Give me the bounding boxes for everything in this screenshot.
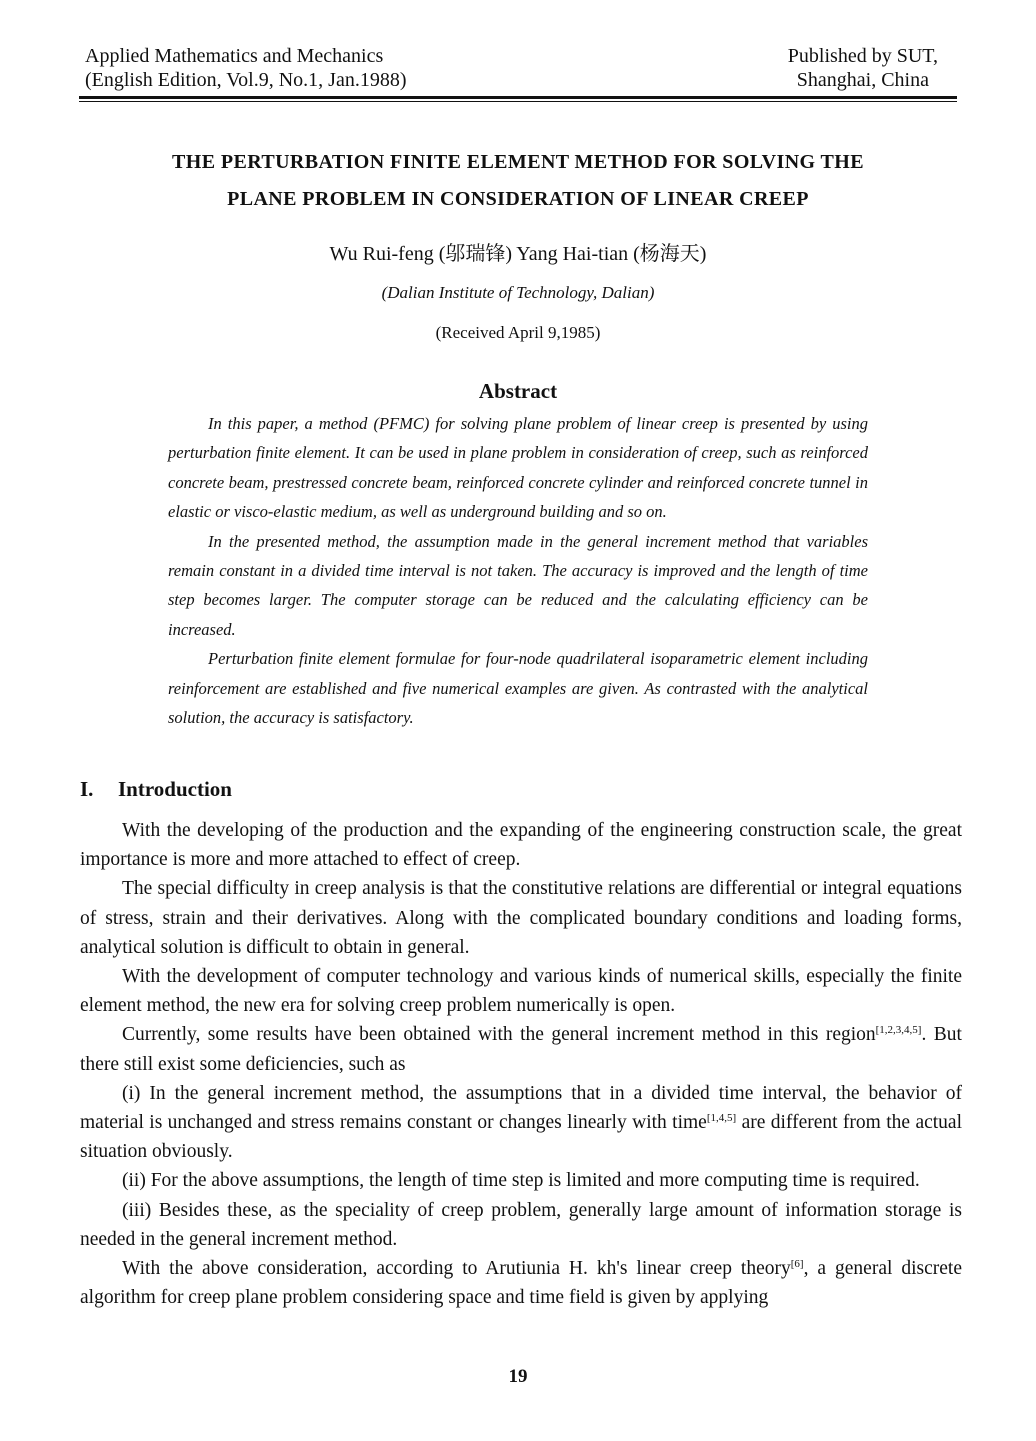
citation: [1,4,5] [706, 1112, 737, 1125]
body-text-run: (i) In the general increment method, the assumptions that in a divided time interval, the behavior of material is unchanged and stress remains constant or changes linearly with time [80, 1082, 962, 1134]
publisher-location: Shanghai, China [796, 69, 929, 91]
body-paragraph [80, 1020, 962, 1078]
section-title: Introduction [118, 777, 232, 801]
title-line-1: THE PERTURBATION FINITE ELEMENT METHOD FOR SOLVING THE [172, 151, 864, 173]
abstract-paragraph: In the presented method, the assumption made in the general increment method that variables remain constant in a divided time interval is not taken. The accuracy is improved and the length of time step becomes larger. The computer storage can be reduced and the calculating efficiency can be increased. [168, 531, 868, 639]
body-paragraph: (ii) For the above assumptions, the length of time step is limited and more computing time is required. [122, 1170, 920, 1192]
received-date: (Received April 9,1985) [435, 323, 601, 342]
header-rule-thin [79, 101, 957, 102]
abstract-body [168, 409, 868, 732]
section-number: I. [80, 777, 94, 801]
authors: Wu Rui-feng (邬瑞锋) Yang Hai-tian (杨海天) [329, 243, 707, 265]
publisher-name: Published by SUT, [787, 45, 938, 67]
header-rule-thick [79, 96, 957, 99]
body-text [80, 816, 962, 1312]
body-text-run: With the above consideration, according to Arutiunia H. kh's linear creep theory [122, 1258, 791, 1280]
abstract-paragraph: In this paper, a method (PFMC) for solving plane problem of linear creep is presented by using perturbation finite element. It can be used in plane problem in consideration of creep, such as reinforced concrete beam, prestressed concrete beam, reinforced concrete cylinder and reinforced concrete tunnel in elastic or visco-elastic medium, as well as underground building and so on. [168, 414, 868, 522]
body-paragraph [80, 1254, 962, 1312]
journal-name: Applied Mathematics and Mechanics [85, 45, 384, 67]
title-line-2: PLANE PROBLEM IN CONSIDERATION OF LINEAR CREEP [227, 188, 809, 210]
journal-info [85, 44, 406, 92]
abstract-paragraph: Perturbation finite element formulae for four-node quadrilateral isoparametric element including reinforcement are established and five numerical examples are given. As contrasted with the analytical solution, the accuracy is satisfactory. [168, 649, 868, 728]
publisher-info [788, 44, 938, 92]
body-paragraph: The special difficulty in creep analysis is that the constitutive relations are differential or integral equations of stress, strain and their derivatives. Along with the complicated boundary conditions and loading forms, analytical solution is difficult to obtain in general. [80, 878, 962, 958]
body-text-run: are different from the actual situation obviously. [80, 1112, 963, 1163]
body-paragraph: With the developing of the production and the expanding of the engineering construction scale, the great importance is more and more attached to effect of creep. [80, 820, 962, 871]
abstract-heading: Abstract [478, 379, 558, 403]
body-text-run: , a general discrete algorithm for creep plane problem considering space and time field is given by applying [80, 1258, 962, 1309]
body-paragraph: (iii) Besides these, as the speciality of creep problem, generally large amount of information storage is needed in the general increment method. [80, 1199, 962, 1250]
section-heading [80, 774, 232, 804]
body-text-run: Currently, some results have been obtained with the general increment method in this region [122, 1024, 876, 1046]
body-paragraph [80, 1079, 962, 1167]
journal-edition: (English Edition, Vol.9, No.1, Jan.1988) [85, 69, 407, 91]
body-text-run: . But there still exist some deficiencies, such as [80, 1024, 962, 1075]
body-paragraph: With the development of computer technology and various kinds of numerical skills, especially the finite element method, the new era for solving creep problem numerically is open. [80, 966, 962, 1017]
citation: [1,2,3,4,5] [875, 1024, 922, 1037]
page-number: 19 [508, 1366, 528, 1387]
citation: [6] [790, 1258, 804, 1271]
affiliation: (Dalian Institute of Technology, Dalian) [381, 283, 655, 302]
paper-title [80, 144, 956, 218]
